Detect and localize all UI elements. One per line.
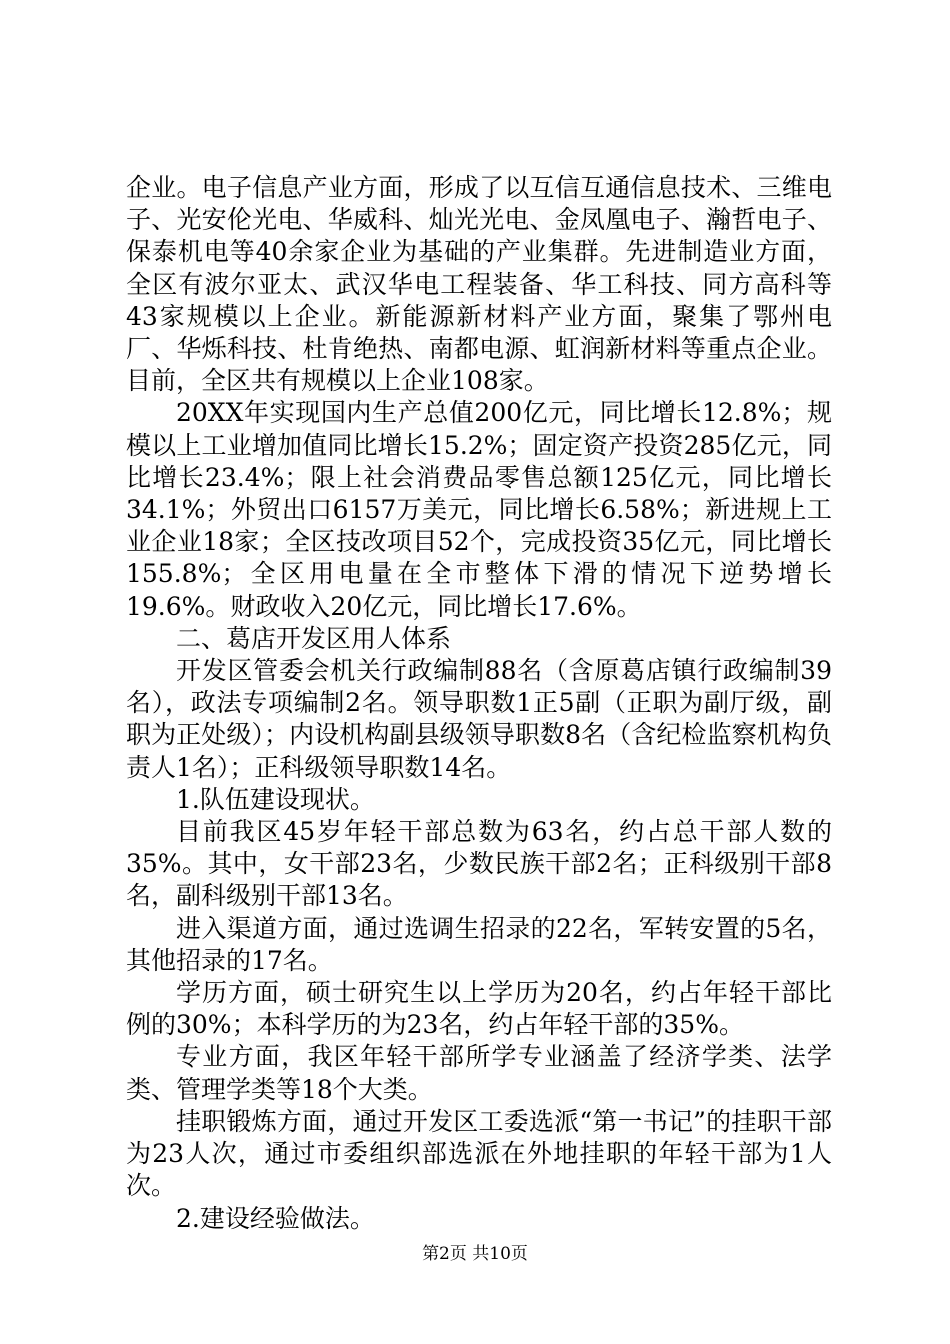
paragraph-secondment: 挂职锻炼方面，通过开发区工委选派“第一书记”的挂职干部为23人次，通过市委组织部选派在外地挂职的年轻干部为1人次。 — [126, 1106, 832, 1201]
paragraph-education: 学历方面，硕士研究生以上学历为20名，约占年轻干部比例的30%；本科学历的为23名，约占年轻干部的35%。 — [126, 978, 832, 1040]
subheading-team-status: 1.队伍建设现状。 — [176, 784, 375, 814]
paragraph-recruitment: 进入渠道方面，通过选调生招录的22名，军转安置的5名，其他招录的17名。 — [126, 913, 832, 975]
paragraph-young-cadres: 目前我区45岁年轻干部总数为63名，约占总干部人数的35%。其中，女干部23名，少数民族干部2名；正科级别干部8名，副科级别干部13名。 — [126, 817, 832, 911]
paragraph-economic-stats: 20XX年实现国内生产总值200亿元，同比增长12.8%；规模以上工业增加值同比增长15.2%；固定资产投资285亿元，同比增长23.4%；限上社会消费品零售总额125亿元，同比增长34.1%；外贸出口6157万美元，同比增长6.58%；新进规上工业企业18家；全区技改项目52个，完成投资35亿元，同比增长155.8%；全区用电量在全市整体下滑的情况下逆势增长19.6%。财政收入20亿元，同比增长17.6%。 — [126, 398, 832, 621]
paragraph-majors: 专业方面，我区年轻干部所学专业涵盖了经济学类、法学类、管理学类等18个大类。 — [126, 1042, 832, 1104]
document-body — [126, 172, 832, 1235]
subheading-experience: 2.建设经验做法。 — [176, 1203, 375, 1233]
paragraph-industry: 企业。电子信息产业方面，形成了以互信互通信息技术、三维电子、光安伦光电、华威科、灿光光电、金凤凰电子、瀚哲电子、保泰机电等40余家企业为基础的产业集群。先进制造业方面，全区有波尔亚太、武汉华电工程装备、华工科技、同方高科等43家规模以上企业。新能源新材料产业方面，聚集了鄂州电厂、华烁科技、杜肯绝热、南都电源、虹润新材料等重点企业。目前，全区共有规模以上企业108家。 — [126, 173, 832, 396]
section-heading-staffing: 二、葛店开发区用人体系 — [176, 623, 452, 653]
page-number: 第2页 共10页 — [422, 1244, 528, 1264]
paragraph-staffing-quota: 开发区管委会机关行政编制88名（含原葛店镇行政编制39名），政法专项编制2名。领导职数1正5副（正职为副厅级，副职为正处级）；内设机构副县级领导职数8名（含纪检监察机构负责人1名）；正科级领导职数14名。 — [126, 656, 832, 782]
